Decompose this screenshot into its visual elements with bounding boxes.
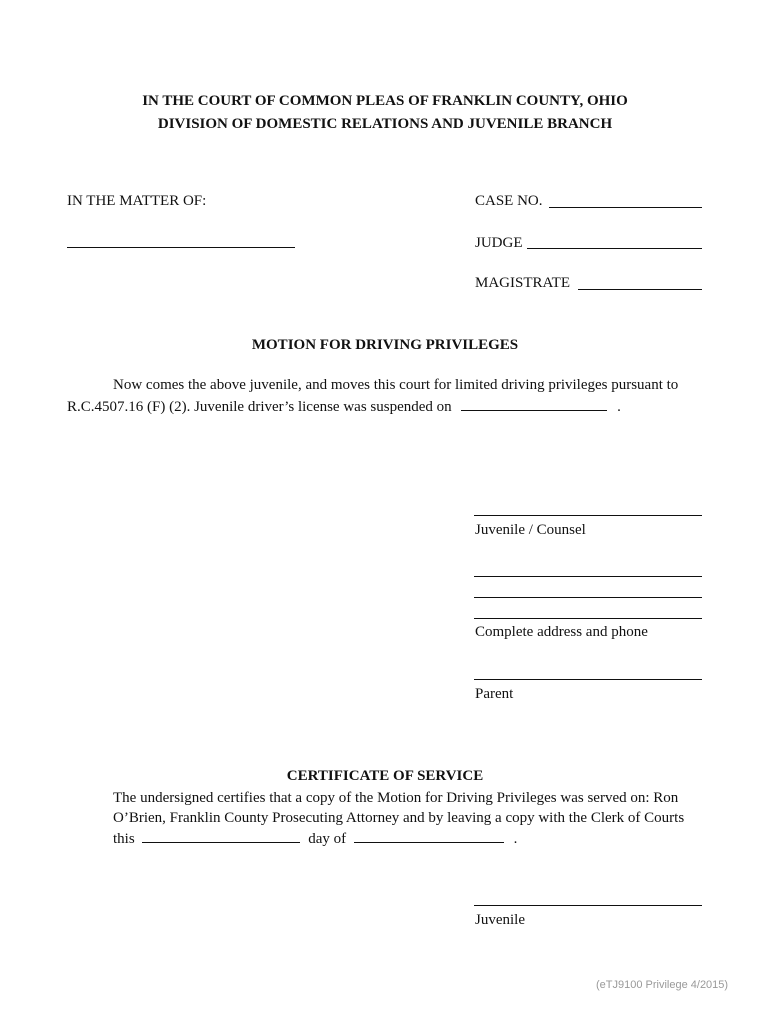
matter-name-field[interactable]: [67, 247, 295, 248]
motion-body-end-punct: .: [617, 399, 621, 415]
motion-body-line2: [67, 398, 621, 416]
certificate-end-punct: .: [513, 831, 518, 847]
juvenile-label: Juvenile: [475, 912, 525, 928]
day-of-label: day of: [308, 831, 347, 847]
address-line-1-field[interactable]: [474, 576, 702, 577]
certificate-line3: [113, 830, 517, 848]
address-line-3-field[interactable]: [474, 618, 702, 619]
service-month-field[interactable]: [354, 830, 504, 843]
certificate-title: CERTIFICATE OF SERVICE: [286, 768, 484, 784]
address-phone-label: Complete address and phone: [475, 624, 648, 640]
division-heading: DIVISION OF DOMESTIC RELATIONS AND JUVENILE BRANCH: [157, 116, 613, 132]
magistrate-field[interactable]: [578, 289, 702, 290]
certificate-line2: O’Brien, Franklin County Prosecuting Attorney and by leaving a copy with the Clerk of Courts: [113, 810, 685, 826]
matter-label: IN THE MATTER OF:: [67, 193, 207, 209]
motion-title: MOTION FOR DRIVING PRIVILEGES: [251, 337, 519, 353]
motion-body-line2-text: R.C.4507.16 (F) (2). Juvenile driver’s license was suspended on: [67, 399, 452, 415]
judge-field[interactable]: [527, 248, 702, 249]
parent-signature-field[interactable]: [474, 679, 702, 680]
address-line-2-field[interactable]: [474, 597, 702, 598]
court-name-heading: IN THE COURT OF COMMON PLEAS OF FRANKLIN COUNTY, OHIO: [142, 93, 628, 109]
suspension-date-field[interactable]: [461, 398, 607, 411]
case-no-label: CASE NO.: [475, 193, 543, 209]
case-no-field[interactable]: [549, 207, 702, 208]
judge-label: JUDGE: [475, 235, 523, 251]
parent-label: Parent: [475, 686, 514, 702]
motion-body-line1: Now comes the above juvenile, and moves this court for limited driving privileges pursuant to: [113, 377, 679, 393]
magistrate-label: MAGISTRATE: [475, 275, 571, 291]
this-label: this: [113, 831, 135, 847]
certificate-line1: The undersigned certifies that a copy of the Motion for Driving Privileges was served on: Ron: [113, 790, 679, 806]
juvenile-signature-field[interactable]: [474, 905, 702, 906]
service-day-field[interactable]: [142, 830, 300, 843]
juvenile-counsel-signature-field[interactable]: [474, 515, 702, 516]
juvenile-counsel-label: Juvenile / Counsel: [475, 522, 586, 538]
form-id-footer: (eTJ9100 Privilege 4/2015): [596, 979, 729, 991]
